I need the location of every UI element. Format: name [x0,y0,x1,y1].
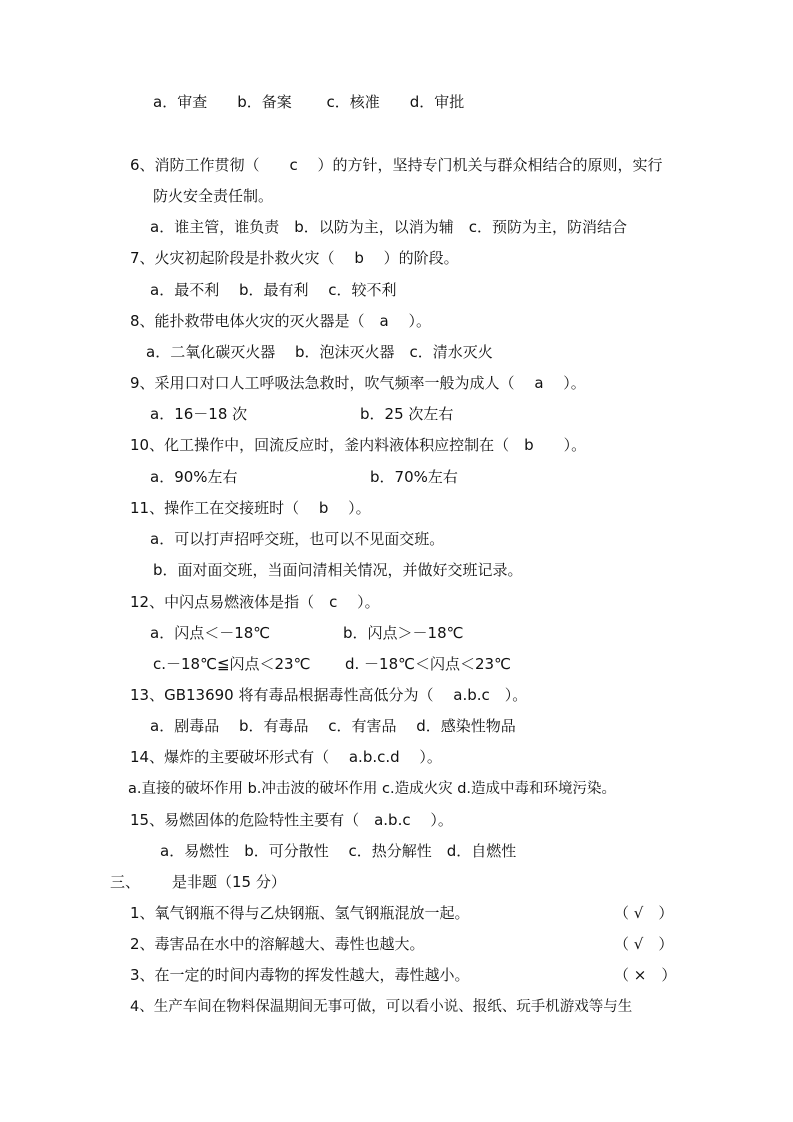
q12-option-d: d. －18℃＜闪点＜23℃ [345,655,511,673]
tf-answer-3: （ × ） [614,966,677,984]
q11-option-b: b．面对面交班，当面问清相关情况，并做好交班记录。 [153,561,523,579]
q15-options: a．易燃性 b．可分散性 c．热分解性 d．自燃性 [160,842,517,860]
section3-number: 三、 [110,873,141,891]
q11-stem: 11、操作工在交接班时（ b ）。 [130,499,371,517]
q10-option-a: a．90%左右 [150,468,238,486]
q12-option-a: a．闪点＜－18℃ [150,624,271,642]
q11-option-a: a．可以打声招呼交班，也可以不见面交班。 [150,530,445,548]
q12-stem: 12、中闪点易燃液体是指（ c ）。 [130,593,380,611]
q9-option-a: a．16－18 次 [150,405,248,423]
q7-options: a．最不利 b．最有利 c．较不利 [150,281,397,299]
q15-stem: 15、易燃固体的危险特性主要有（ a.b.c ）。 [130,811,453,829]
q7-stem: 7、火灾初起阶段是扑救火灾（ b ）的阶段。 [130,249,459,267]
q6-stem-line2: 防火安全责任制。 [153,187,274,205]
q13-stem: 13、GB13690 将有毒品根据毒性高低分为（ a.b.c ）。 [130,686,528,704]
tf-item-1: 1、氧气钢瓶不得与乙炔钢瓶、氢气钢瓶混放一起。 [130,904,470,922]
q12-option-c: c.－18℃≦闪点＜23℃ [153,655,311,673]
q6-options: a．谁主管，谁负责 b．以防为主，以消为辅 c．预防为主，防消结合 [150,218,627,236]
section3-title: 是非题（15 分） [172,873,286,891]
q13-options: a．剧毒品 b．有毒品 c．有害品 d．感染性物品 [150,717,516,735]
tf-item-3: 3、在一定的时间内毒物的挥发性越大，毒性越小。 [130,966,470,984]
q9-option-b: b．25 次左右 [360,405,454,423]
q6-stem-line1: 6、消防工作贯彻（ c ）的方针，坚持专门机关与群众相结合的原则，实行 [130,156,663,174]
q14-options: a.直接的破坏作用 b.冲击波的破坏作用 c.造成火灾 d.造成中毒和环境污染。 [128,781,617,797]
tf-answer-1: （ √ ） [614,904,674,922]
q14-stem: 14、爆炸的主要破坏形式有（ a.b.c.d ）。 [130,748,442,766]
q9-stem: 9、采用口对口人工呼吸法急救时，吹气频率一般为成人（ a ）。 [130,374,586,392]
q8-stem: 8、能扑救带电体火灾的灭火器是（ a ）。 [130,312,432,330]
q10-option-b: b．70%左右 [370,468,458,486]
q8-options: a．二氧化碳灭火器 b．泡沫灭火器 c．清水灭火 [146,343,493,361]
tf-item-2: 2、毒害品在水中的溶解越大、毒性也越大。 [130,935,425,953]
q12-option-b: b．闪点＞－18℃ [343,624,464,642]
q5-options: a．审查 b．备案 c．核准 d．审批 [153,93,465,111]
tf-item-4: 4、生产车间在物料保温期间无事可做，可以看小说、报纸、玩手机游戏等与生 [130,999,633,1015]
tf-answer-2: （ √ ） [614,935,674,953]
q10-stem: 10、化工操作中，回流反应时，釜内料液体积应控制在（ b ）。 [130,436,587,454]
